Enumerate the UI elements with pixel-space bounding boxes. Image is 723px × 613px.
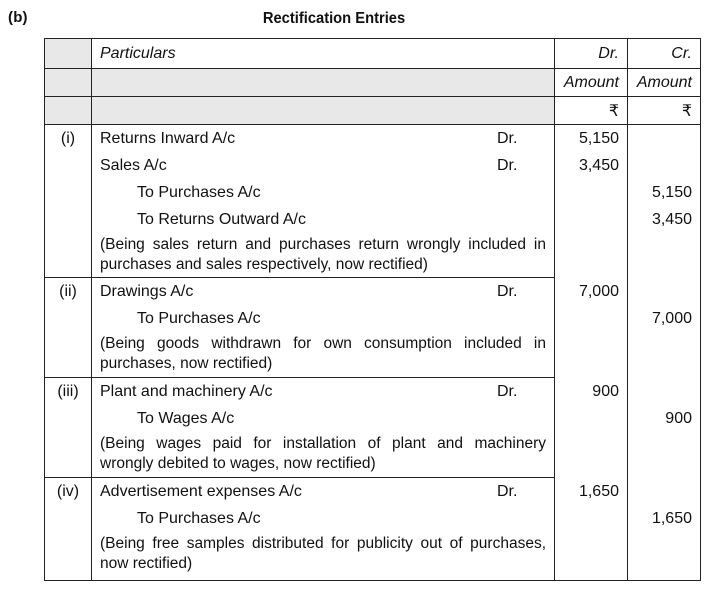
entry-number: (iii) xyxy=(45,378,92,478)
entry-particulars xyxy=(92,378,555,478)
entry-particulars xyxy=(92,478,555,581)
entry-line: To Returns Outward A/c xyxy=(137,211,306,228)
entry-line: To Purchases A/c xyxy=(137,510,261,527)
header-cr: Cr. xyxy=(628,39,701,69)
entry-line: Drawings A/c Dr. xyxy=(100,283,518,300)
narration: (Being sales return and purchases return wrongly included in purchases and sales respectively, now rectified) xyxy=(100,236,546,273)
entry-number: (i) xyxy=(45,125,92,278)
entry-dr-amounts: 900 xyxy=(555,378,628,478)
header-cr-currency: ₹ xyxy=(628,97,701,125)
entry-row xyxy=(45,378,701,478)
entry-line: Returns Inward A/c Dr. xyxy=(100,130,518,147)
entry-row xyxy=(45,478,701,581)
entry-cr-amounts: 7,000 xyxy=(628,278,701,378)
entry-cr-amounts: 900 xyxy=(628,378,701,478)
section-label: (b) xyxy=(8,9,28,26)
entry-row xyxy=(45,278,701,378)
entry-particulars xyxy=(92,278,555,378)
entry-dr-amounts: 1,650 xyxy=(555,478,628,581)
entry-dr-amounts: 7,000 xyxy=(555,278,628,378)
header-dr-amount: Amount xyxy=(555,69,628,97)
header-blank-cell xyxy=(45,97,92,125)
entry-number: (ii) xyxy=(45,278,92,378)
header-particulars: Particulars xyxy=(92,39,555,69)
rectification-table xyxy=(44,38,701,581)
entry-cr-amounts: 1,650 xyxy=(628,478,701,581)
header-blank-cell xyxy=(45,69,92,97)
header-dr-currency: ₹ xyxy=(555,97,628,125)
entry-dr-amounts: 5,150 3,450 xyxy=(555,125,628,278)
header-blank-cell xyxy=(45,39,92,69)
header-dr: Dr. xyxy=(555,39,628,69)
entry-line: To Purchases A/c xyxy=(137,310,261,327)
entry-line: To Wages A/c xyxy=(137,410,235,427)
entry-number: (iv) xyxy=(45,478,92,581)
entry-line: To Purchases A/c xyxy=(137,184,261,201)
entry-line: Plant and machinery A/c Dr. xyxy=(100,383,518,400)
entry-cr-amounts: 5,150 3,450 xyxy=(628,125,701,278)
narration: (Being wages paid for installation of plant and machinery wrongly debited to wages, now rectified) xyxy=(100,435,546,472)
page-title: Rectification Entries xyxy=(262,10,406,27)
header-blank-cell xyxy=(92,97,555,125)
entry-row xyxy=(45,125,701,278)
entry-line: Sales A/c Dr. xyxy=(100,157,518,174)
narration: (Being free samples distributed for publicity out of purchases, now rectified) xyxy=(100,535,546,572)
header-blank-cell xyxy=(92,69,555,97)
entry-line: Advertisement expenses A/c Dr. xyxy=(100,483,518,500)
header-cr-amount: Amount xyxy=(628,69,701,97)
narration: (Being goods withdrawn for own consumption included in purchases, now rectified) xyxy=(100,335,546,372)
entry-particulars xyxy=(92,125,555,278)
